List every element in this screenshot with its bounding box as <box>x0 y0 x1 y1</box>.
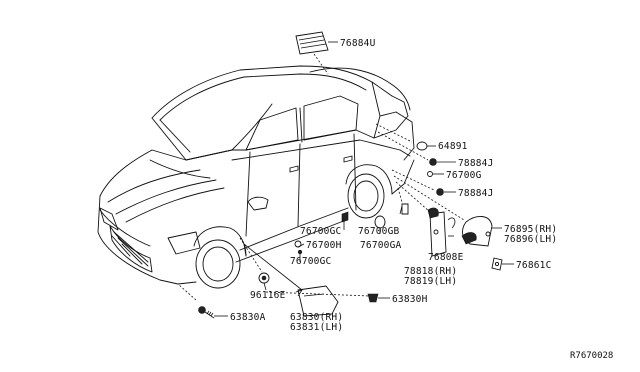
screw-part-63830h <box>368 294 378 302</box>
label-63830a: 63830A <box>230 312 266 323</box>
label-76700g: 76700G <box>446 170 482 181</box>
part-labels <box>230 38 613 361</box>
clip-part-78884j-upper <box>430 159 437 166</box>
mudguard-part-76895 <box>462 216 492 246</box>
label-76700gb: 76700GB <box>358 226 400 237</box>
clip-part-76700gc-left <box>298 250 302 254</box>
label-78818: 78818(RH) <box>404 266 458 277</box>
clip-part-78884j-lower <box>437 189 444 196</box>
vent-part-76884u <box>296 32 328 54</box>
label-76884u: 76884U <box>340 38 376 49</box>
label-78819: 78819(LH) <box>404 276 458 287</box>
label-76700gc-left: 76700GC <box>290 256 332 267</box>
label-78884j-lower: 78884J <box>458 188 494 199</box>
label-78884j-upper: 78884J <box>458 158 494 169</box>
label-76808e: 76808E <box>428 252 464 263</box>
label-96116e: 96116E <box>250 290 286 301</box>
label-76700h: 76700H <box>306 240 342 251</box>
clip-part-76700g <box>428 172 433 177</box>
label-63831: 63831(LH) <box>290 322 344 333</box>
bracket-part-96116e <box>259 273 269 283</box>
car-illustration <box>98 66 414 288</box>
label-76700ga: 76700GA <box>360 240 402 251</box>
label-76861c: 76861C <box>516 260 552 271</box>
label-64891: 64891 <box>438 141 468 152</box>
reference-code: R7670028 <box>570 351 614 361</box>
label-76895: 76895(RH) <box>504 224 558 235</box>
splash-guard-part-78818 <box>428 208 455 256</box>
screw-part-63830a <box>199 307 215 319</box>
label-76700gc-right: 76700GC <box>300 226 342 237</box>
label-63830h: 63830H <box>392 294 428 305</box>
seal-part-76700gb <box>402 204 408 214</box>
label-76896: 76896(LH) <box>504 234 558 245</box>
clip-part-76700gc-right <box>342 212 348 222</box>
clip-part-76861c <box>492 258 502 270</box>
label-63830: 63830(RH) <box>290 312 344 323</box>
grommet-part-64891 <box>417 142 427 150</box>
